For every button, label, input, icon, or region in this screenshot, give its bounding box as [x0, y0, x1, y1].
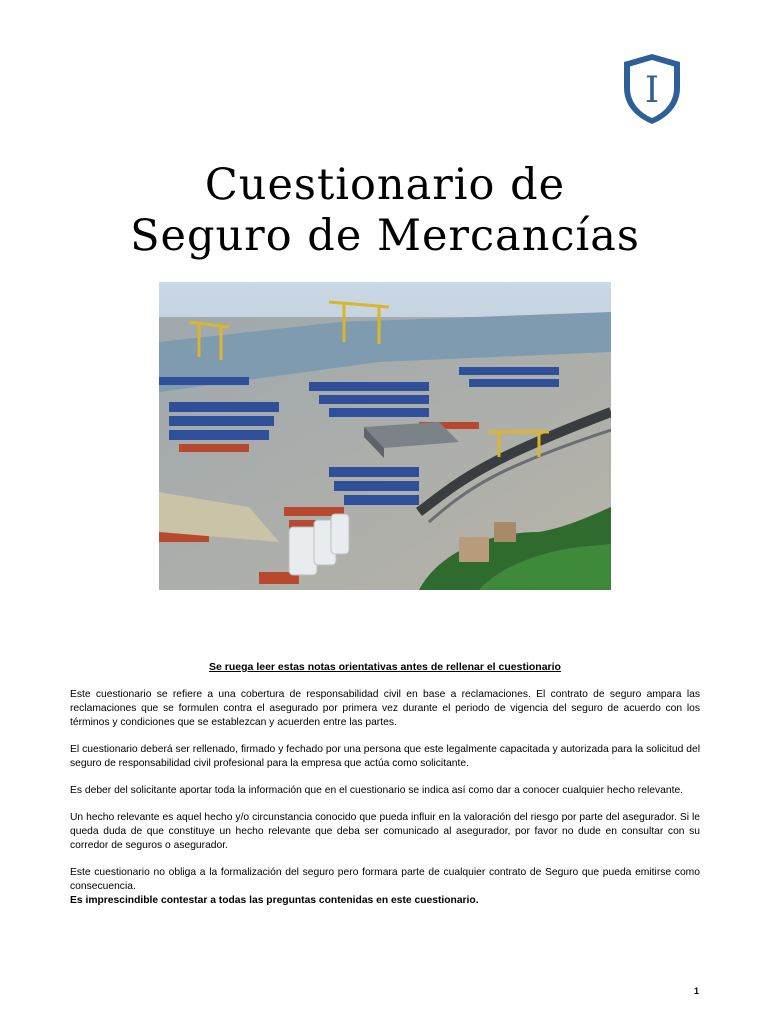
port-terminal-photo [159, 282, 611, 590]
paragraph: Este cuestionario no obliga a la formalización del seguro pero formara parte de cualquier contrato de Seguro que pueda emitirse como consecuencia. [70, 867, 700, 892]
document-title [0, 160, 770, 262]
title-line-2: Seguro de Mercancías [130, 211, 640, 261]
paragraph: Es deber del solicitante aportar toda la información que en el cuestionario se indica así como dar a conocer cualquier hecho relevante. [70, 785, 684, 796]
notes-heading: Se ruega leer estas notas orientativas antes de rellenar el cuestionario [209, 661, 561, 673]
closing-bold-note: Es imprescindible contestar a todas las preguntas contenidas en este cuestionario. [70, 895, 479, 906]
company-logo-shield-icon [621, 52, 683, 126]
paragraph: Un hecho relevante es aquel hecho y/o circunstancia conocido que pueda influir en la valoración del riesgo por parte del asegurador. Si le queda duda de que constituye un hecho relevante que deba ser comunicado al asegurador, por favor no dude en consultar con su corredor de seguros o asegurador. [70, 812, 700, 851]
notes-body [70, 688, 700, 921]
logo-letter: I [644, 70, 660, 111]
page-number: 1 [694, 986, 700, 996]
paragraph: El cuestionario deberá ser rellenado, firmado y fechado por una persona que este legalmente capacitada y autorizada para la solicitud del seguro de responsabilidad civil profesional para la empresa que actúa como solicitante. [70, 744, 700, 769]
title-line-1: Cuestionario de [204, 160, 566, 210]
paragraph: Este cuestionario se refiere a una cobertura de responsabilidad civil en base a reclamaciones. El contrato de seguro ampara las reclamaciones que se formulen contra el asegurado por primera vez durante el periodo de vigencia del seguro de acuerdo con los términos y condiciones que se establezcan y acuerden entre las partes. [70, 689, 700, 728]
